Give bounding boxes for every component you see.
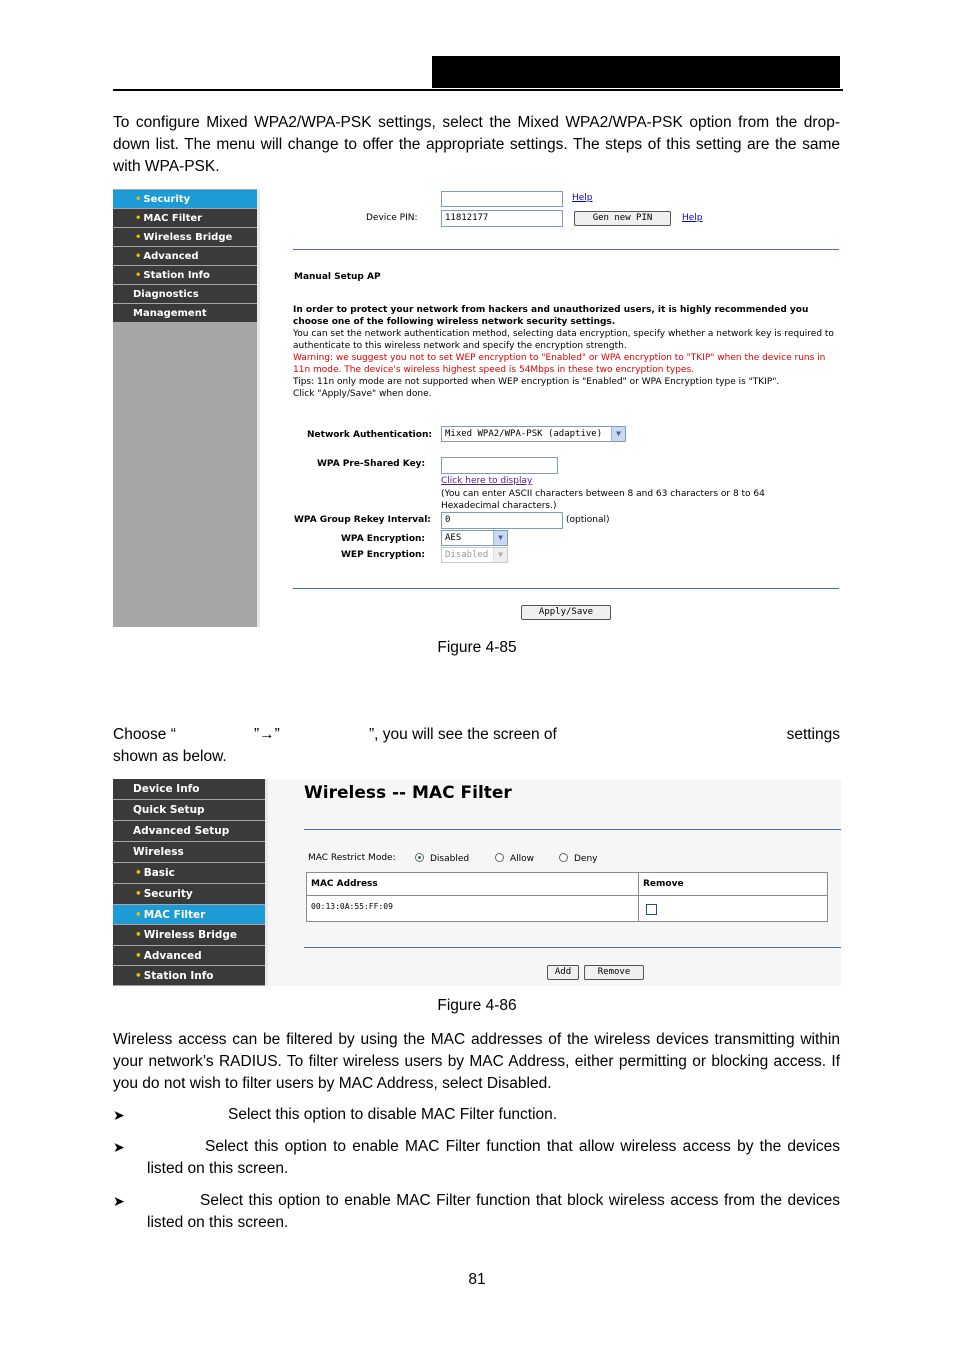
- radio-allow[interactable]: [495, 853, 534, 864]
- click-apply-text: Click "Apply/Save" when done.: [293, 389, 432, 399]
- column-header-remove: Remove: [643, 879, 684, 889]
- page-title: Wireless -- MAC Filter: [304, 783, 512, 803]
- nav-advanced[interactable]: • Advanced: [113, 247, 257, 266]
- apply-save-button[interactable]: Apply/Save: [521, 605, 611, 620]
- figure-4-86-screenshot: [113, 779, 841, 986]
- choose-mid-text: ”, you will see the screen of: [369, 726, 557, 743]
- click-display-link[interactable]: Click here to display: [441, 476, 533, 486]
- bullet-icon-3: ➤: [113, 1193, 125, 1209]
- nav-security-2[interactable]: • Security: [113, 884, 265, 905]
- manual-setup-title: Manual Setup AP: [294, 272, 381, 282]
- sidebar: [113, 189, 257, 627]
- choose-text: Choose “: [113, 726, 176, 743]
- nav-advanced-2[interactable]: • Advanced: [113, 946, 265, 966]
- radio-off-icon: [495, 853, 504, 862]
- rekey-label: WPA Group Rekey Interval:: [294, 515, 431, 525]
- radio-deny[interactable]: [559, 853, 598, 864]
- figure-caption-85: Figure 4-85: [437, 639, 517, 656]
- wpa-enc-label: WPA Encryption:: [341, 534, 426, 544]
- title-divider: [304, 829, 841, 830]
- warning-text: Warning: we suggest you not to set WEP encryption to "Enabled" or WPA encryption to "TKIP" when the device runs in 11n mode. The device's wireless highest speed is 54Mbps in these two encryption types.: [293, 353, 826, 375]
- security-notice: [293, 304, 838, 400]
- nav-quick-setup[interactable]: Quick Setup: [113, 800, 265, 821]
- bottom-divider: [304, 947, 841, 948]
- radio-disabled-label: Disabled: [430, 854, 470, 864]
- nav-station-info-2[interactable]: • Station Info: [113, 966, 265, 986]
- psk-label: WPA Pre-Shared Key:: [317, 459, 426, 469]
- radio-off-icon: [559, 853, 568, 862]
- mac-address-value: 00:13:0A:55:FF:09: [311, 902, 393, 911]
- network-auth-value: Mixed WPA2/WPA-PSK (adaptive): [445, 429, 603, 439]
- psk-input[interactable]: [441, 457, 558, 474]
- rekey-input[interactable]: 0: [441, 512, 563, 529]
- sidebar-divider-2: [265, 779, 268, 986]
- help-link-1[interactable]: Help: [572, 193, 593, 203]
- help-link-2[interactable]: Help: [682, 213, 703, 223]
- chevron-down-icon: ▼: [611, 427, 625, 441]
- wep-enc-select[interactable]: [441, 547, 508, 563]
- divider-line-2: [293, 588, 839, 589]
- wpa-enc-value: AES: [445, 533, 462, 543]
- header-bar: [432, 56, 840, 88]
- choose-line-2: shown as below.: [113, 748, 227, 765]
- chevron-down-icon: ▼: [493, 531, 507, 545]
- wpa-enc-select[interactable]: [441, 530, 508, 546]
- remove-checkbox[interactable]: [646, 904, 657, 915]
- bullet-text-1: Select this option to disable MAC Filter function.: [228, 1106, 558, 1123]
- nav-mac-filter-2[interactable]: • MAC Filter: [113, 905, 265, 925]
- wep-enc-value: Disabled: [445, 550, 489, 560]
- radio-deny-label: Deny: [574, 854, 598, 864]
- nav-basic[interactable]: • Basic: [113, 863, 265, 884]
- figure-caption-86: Figure 4-86: [437, 997, 517, 1014]
- choose-line: [113, 724, 840, 746]
- top-blank-input[interactable]: [441, 191, 563, 207]
- sidebar-divider: [257, 189, 260, 627]
- remove-button[interactable]: Remove: [584, 965, 644, 980]
- page-number: 81: [468, 1271, 486, 1288]
- divider-line-1: [293, 249, 839, 250]
- nav-mac-filter[interactable]: • MAC Filter: [113, 209, 257, 228]
- bullet-text-3: Select this option to enable MAC Filter function that block wireless access from the devices listed on this screen.: [147, 1192, 840, 1231]
- optional-note: (optional): [566, 515, 610, 525]
- nav-advanced-setup[interactable]: Advanced Setup: [113, 821, 265, 842]
- device-pin-input[interactable]: 11812177: [441, 210, 563, 227]
- nav-station-info[interactable]: • Station Info: [113, 266, 257, 285]
- notice-bold: In order to protect your network from hackers and unauthorized users, it is highly recommended you choose one of the following wireless network security settings.: [293, 305, 809, 327]
- chevron-down-icon: ▼: [493, 548, 507, 562]
- network-auth-select[interactable]: [441, 426, 626, 442]
- notice-text: You can set the network authentication method, selecting data encryption, specify whether a network key is required to authenticate to this wireless network and specify the encryption strength.: [293, 329, 834, 351]
- restrict-mode-label: MAC Restrict Mode:: [308, 853, 396, 863]
- filter-paragraph: Wireless access can be filtered by using the MAC addresses of the wireless devices transmitting within your network’s RADIUS. To filter wireless users by MAC Address, either permitting or blocking access. If you do not wish to filter users by MAC Address, select Disabled.: [113, 1031, 840, 1092]
- choose-arrow-text: ”→”: [254, 726, 280, 743]
- bullet-icon-2: ➤: [113, 1139, 125, 1155]
- bullet-icon-1: ➤: [113, 1107, 125, 1123]
- gen-new-pin-button[interactable]: Gen new PIN: [574, 211, 671, 226]
- bullet-text-2: Select this option to enable MAC Filter function that allow wireless access by the devices listed on this screen.: [147, 1138, 840, 1177]
- radio-disabled[interactable]: [415, 853, 469, 864]
- radio-allow-label: Allow: [510, 854, 535, 864]
- nav-diagnostics[interactable]: Diagnostics: [113, 285, 257, 304]
- psk-hint: (You can enter ASCII characters between 8 and 63 characters or 8 to 64 Hexadecimal characters.): [441, 489, 765, 511]
- wep-enc-label: WEP Encryption:: [341, 550, 426, 560]
- column-header-mac: MAC Address: [311, 879, 378, 889]
- intro-paragraph: To configure Mixed WPA2/WPA-PSK settings, select the Mixed WPA2/WPA-PSK option from the drop-down list. The menu will change to offer the appropriate settings. The steps of this setting are the same with WPA-PSK.: [113, 114, 840, 175]
- network-auth-label: Network Authentication:: [307, 430, 432, 440]
- choose-end-text: settings: [786, 726, 840, 743]
- nav-wireless-bridge-2[interactable]: • Wireless Bridge: [113, 925, 265, 946]
- nav-device-info[interactable]: Device Info: [113, 779, 265, 800]
- figure-4-85-screenshot: [113, 189, 840, 627]
- nav-wireless[interactable]: Wireless: [113, 842, 265, 863]
- header-rule: [113, 89, 843, 91]
- nav-wireless-bridge[interactable]: • Wireless Bridge: [113, 228, 257, 247]
- radio-on-icon: [415, 853, 424, 862]
- mac-table: [306, 872, 828, 922]
- tips-text: Tips: 11n only mode are not supported when WEP encryption is "Enabled" or WPA Encryption type is "TKIP".: [293, 377, 780, 387]
- sidebar-2: [113, 779, 265, 986]
- nav-management[interactable]: Management: [113, 304, 257, 323]
- nav-security[interactable]: • Security: [113, 190, 257, 209]
- add-button[interactable]: Add: [547, 965, 579, 980]
- device-pin-label: Device PIN:: [366, 213, 418, 223]
